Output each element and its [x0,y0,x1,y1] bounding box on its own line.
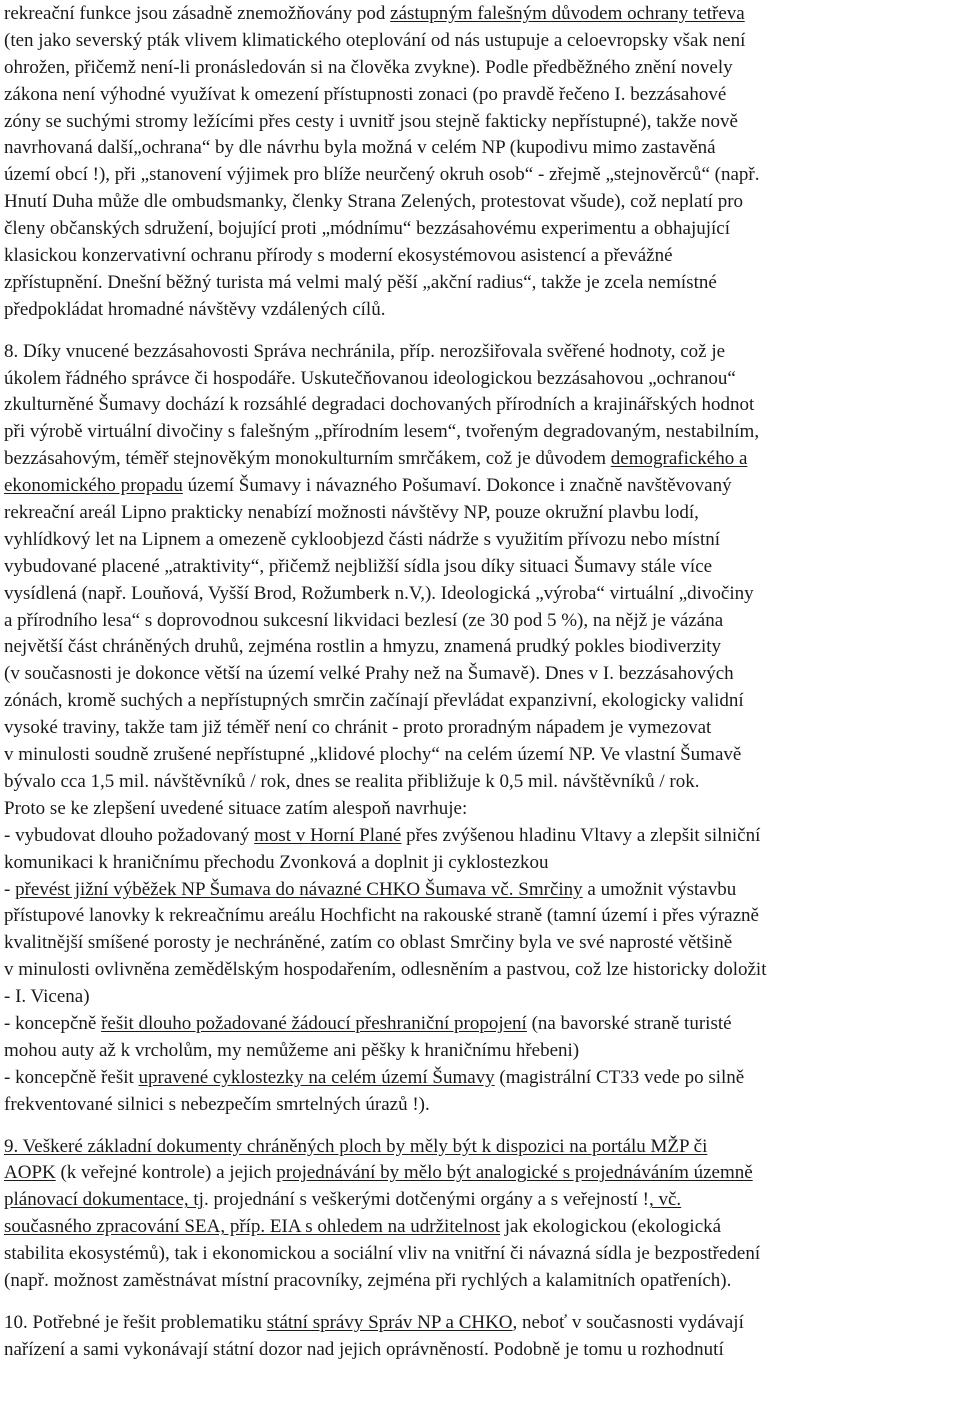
text-run: a umožnit výstavbu [582,878,737,900]
paragraph-gap [4,1295,952,1310]
text-line [4,688,952,715]
text-run: jak ekologickou (ekologická [500,1216,722,1238]
underlined-text: AOPK [4,1162,56,1184]
underlined-text: projednávání by mělo být analogické s projednáváním územně [276,1162,753,1184]
text-run: předpokládat hromadné návštěvy vzdálených cílů. [4,298,386,320]
text-line [4,216,952,243]
text-line [4,473,952,500]
text-line [4,82,952,109]
paragraph-gap [4,1119,952,1134]
text-run: - vybudovat dlouho požadovaný [4,824,255,846]
text-line [4,297,952,324]
paragraph [4,1,952,324]
text-run: 8. Díky vnucené bezzásahovosti Správa nechránila, příp. nerozšiřovala svěřené hodnoty, což je [4,340,726,362]
underlined-text: 9. Veškeré základní dokumenty chráněných ploch by měly být k dispozici na portálu MŽP či [4,1135,708,1157]
text-run: stabilita ekosystémů), tak i ekonomickou a sociální vliv na vnitřní či návazná sídla je bezpostředení [4,1243,761,1265]
text-run: zónách, kromě suchých a nepřístupných smrčin začínají převládat expanzivní, ekologicky validní [4,690,744,712]
text-run: (magistrální CT33 vede po silně [494,1066,745,1088]
text-run: bývalo cca 1,5 mil. návštěvníků / rok, dnes se realita přibližuje k 0,5 mil. návštěvníků / rok. [4,770,700,792]
text-run: , neboť v současnosti vydávají [512,1311,744,1333]
text-line [4,366,952,393]
text-line [4,1065,952,1092]
text-line [4,243,952,270]
text-line [4,715,952,742]
text-run: komunikaci k hraničnímu přechodu Zvonková a doplnit ji cyklostezkou [4,851,549,873]
text-line [4,877,952,904]
text-line [4,270,952,297]
text-run: území obcí !), při „stanovení výjimek pro blíže neurčený okruh osob“ - zřejmě „stejnověrců“ (např. [4,164,760,186]
text-run: vysoké traviny, takže tam již téměř není co chránit - proto proradným nápadem je vymezovat [4,717,712,739]
text-run: největší část chráněných druhů, zejména rostlin a hmyzu, znamená prudký pokles biodiverzity [4,636,722,658]
text-line [4,1,952,28]
text-line [4,903,952,930]
underlined-text: plánovací dokumentace, tj [4,1189,204,1211]
text-line [4,189,952,216]
text-run: při výrobě virtuální divočiny s falešným „přírodním lesem“, tvořeným degradovaným, nestabilním, [4,421,760,443]
text-run: klasickou konzervativní ochranu přírody s moderní ekosystémovou asistencí a převážné [4,245,673,267]
text-run: přes zvýšenou hladinu Vltavy a zlepšit silniční [401,824,761,846]
text-run: v minulosti soudně zrušené nepřístupné „klidové plochy“ na celém území NP. Ve vlastní Šumavě [4,744,742,766]
text-line [4,957,952,984]
text-line [4,742,952,769]
paragraph [4,1310,952,1364]
text-run: vybudované placené „atraktivity“, přičemž nejbližší sídla jsou díky situaci Šumavy stále více [4,555,713,577]
underlined-text: současného zpracování SEA, příp. EIA s ohledem na udržitelnost [4,1216,500,1238]
text-line [4,1268,952,1295]
paragraph-gap [4,324,952,339]
text-run: - [4,878,16,900]
text-line [4,392,952,419]
text-run: - I. Vicena) [4,986,90,1008]
text-run: Proto se ke zlepšení uvedené situace zatím alespoň navrhuje: [4,797,468,819]
underlined-text: most v Horní Plané [254,824,402,846]
underlined-text: upravené cyklostezky na celém území Šumavy [138,1066,495,1088]
text-line [4,1011,952,1038]
text-line [4,1038,952,1065]
text-run: (k veřejné kontrole) a jejich [55,1162,277,1184]
text-line [4,1337,952,1364]
text-line [4,769,952,796]
text-line [4,109,952,136]
text-line [4,500,952,527]
text-line [4,850,952,877]
text-run: (v současnosti je dokonce větší na území velké Prahy než na Šumavě). Dnes v I. bezzásahových [4,663,734,685]
text-run: bezzásahovým, téměř stejnověkým monokulturním smrčákem, což je důvodem [4,448,611,470]
text-run: území Šumavy i návazného Pošumaví. Dokonce i značně navštěvovaný [182,475,732,497]
text-run: členy občanských sdružení, bojující proti „módnímu“ bezzásahovému experimentu a obhajující [4,218,730,240]
text-run: mohou auty až k vrcholům, my nemůžeme ani pěšky k hraničnímu hřebeni) [4,1039,580,1061]
text-line [4,28,952,55]
text-run: (na bavorské straně turisté [526,1012,732,1034]
text-line [4,55,952,82]
underlined-text: zástupným falešným důvodem ochrany tetřeva [390,3,745,24]
text-line [4,930,952,957]
text-line [4,1134,952,1161]
text-run: ohrožen, přičemž není-li pronásledován si na člověka zvykne). Podle předběžného znění novely [4,56,733,78]
text-line [4,1241,952,1268]
text-line [4,796,952,823]
text-line [4,527,952,554]
text-run: zóny se suchými stromy ležícími přes cesty i uvnitř jsou stejně fakticky nepřístupné), takže nově [4,110,738,132]
text-run: . projednání s veškerými dotčenými orgány a s veřejností ! [203,1189,649,1211]
text-line [4,135,952,162]
text-run: kvalitnější smíšené porosty je nechráněné, zatím co oblast Smrčiny byla ve své naprosté většině [4,932,733,954]
text-run: vysídlená (např. Louňová, Vyšší Brod, Rožumberk n.V,). Ideologická „výroba“ virtuální „divočiny [4,582,754,604]
underlined-text: řešit dlouho požadované žádoucí přeshraniční propojení [101,1012,527,1034]
text-run: úkolem řádného správce či hospodáře. Uskutečňovanou ideologickou bezzásahovou „ochranou“ [4,367,736,389]
text-line [4,984,952,1011]
text-run: v minulosti ovlivněna zemědělským hospodařením, odlesněním a pastvou, což lze historicky doložit [4,959,767,981]
text-line [4,1187,952,1214]
underlined-text: státní správy Správ NP a CHKO [266,1311,513,1333]
underlined-text: demografického a [610,448,748,470]
text-run: - koncepčně [4,1012,102,1034]
text-line [4,162,952,189]
text-run: navrhovaná další„ochrana“ by dle návrhu byla možná v celém NP (kupodivu mimo zastavěná [4,137,716,159]
text-run: - koncepčně řešit [4,1066,139,1088]
text-line [4,419,952,446]
text-line [4,339,952,366]
text-run: zákona není výhodné využívat k omezení přístupnosti zonaci (po pravdě řečeno I. bezzásahové [4,83,727,105]
paragraph [4,1134,952,1295]
text-line [4,1092,952,1119]
text-line [4,554,952,581]
text-run: rekreační areál Lipno prakticky nenabízí možnosti návštěvy NP, pouze okružní plavbu lodí, [4,502,699,524]
text-run: přístupové lanovky k rekreačnímu areálu Hochficht na rakouské straně (tamní území i přes výrazně [4,905,759,927]
text-line [4,1160,952,1187]
text-run: nařízení a sami vykonávají státní dozor nad jejich oprávněností. Podobně je tomu u rozhodnutí [4,1338,724,1360]
text-run: (např. možnost zaměstnávat místní pracovníky, zejména při rychlých a kalamitních opatřeních). [4,1269,732,1291]
text-line [4,581,952,608]
text-line [4,634,952,661]
text-line [4,661,952,688]
text-run: vyhlídkový let na Lipnem a omezeně cykloobjezd části nádrže s využitím přívozu nebo místní [4,528,720,550]
underlined-text: převést jižní výběžek NP Šumava do návazné CHKO Šumava vč. Smrčiny [15,878,583,900]
paragraph [4,339,952,1119]
text-line [4,446,952,473]
text-line [4,1214,952,1241]
text-run: rekreační funkce jsou zásadně znemožňovány pod [4,3,391,24]
text-run: a přírodního lesa“ s doprovodnou sukcesní likvidaci bezlesí (ze 30 pod 5 %), na nějž je vázána [4,609,724,631]
underlined-text: ekonomického propadu [4,475,183,497]
text-line [4,608,952,635]
text-run: frekventované silnici s nebezpečím smrtelných úrazů !). [4,1093,430,1115]
text-run: (ten jako severský pták vlivem klimatického oteplování od nás ustupuje a celoevropsky však není [4,29,746,51]
text-run: 10. Potřebné je řešit problematiku [4,1311,267,1333]
text-run: zkulturněné Šumavy dochází k rozsáhlé degradaci dochovaných přírodních a krajinářských hodnot [4,394,755,416]
text-run: Hnutí Duha může dle ombudsmanky, členky Strana Zelených, protestovat všude), což neplatí pro [4,191,744,213]
text-run: zpřístupnění. Dnešní běžný turista má velmi malý pěší „akční radius“, takže je zcela nemístné [4,271,717,293]
text-line [4,823,952,850]
text-line [4,1310,952,1337]
underlined-text: , vč. [648,1189,682,1211]
